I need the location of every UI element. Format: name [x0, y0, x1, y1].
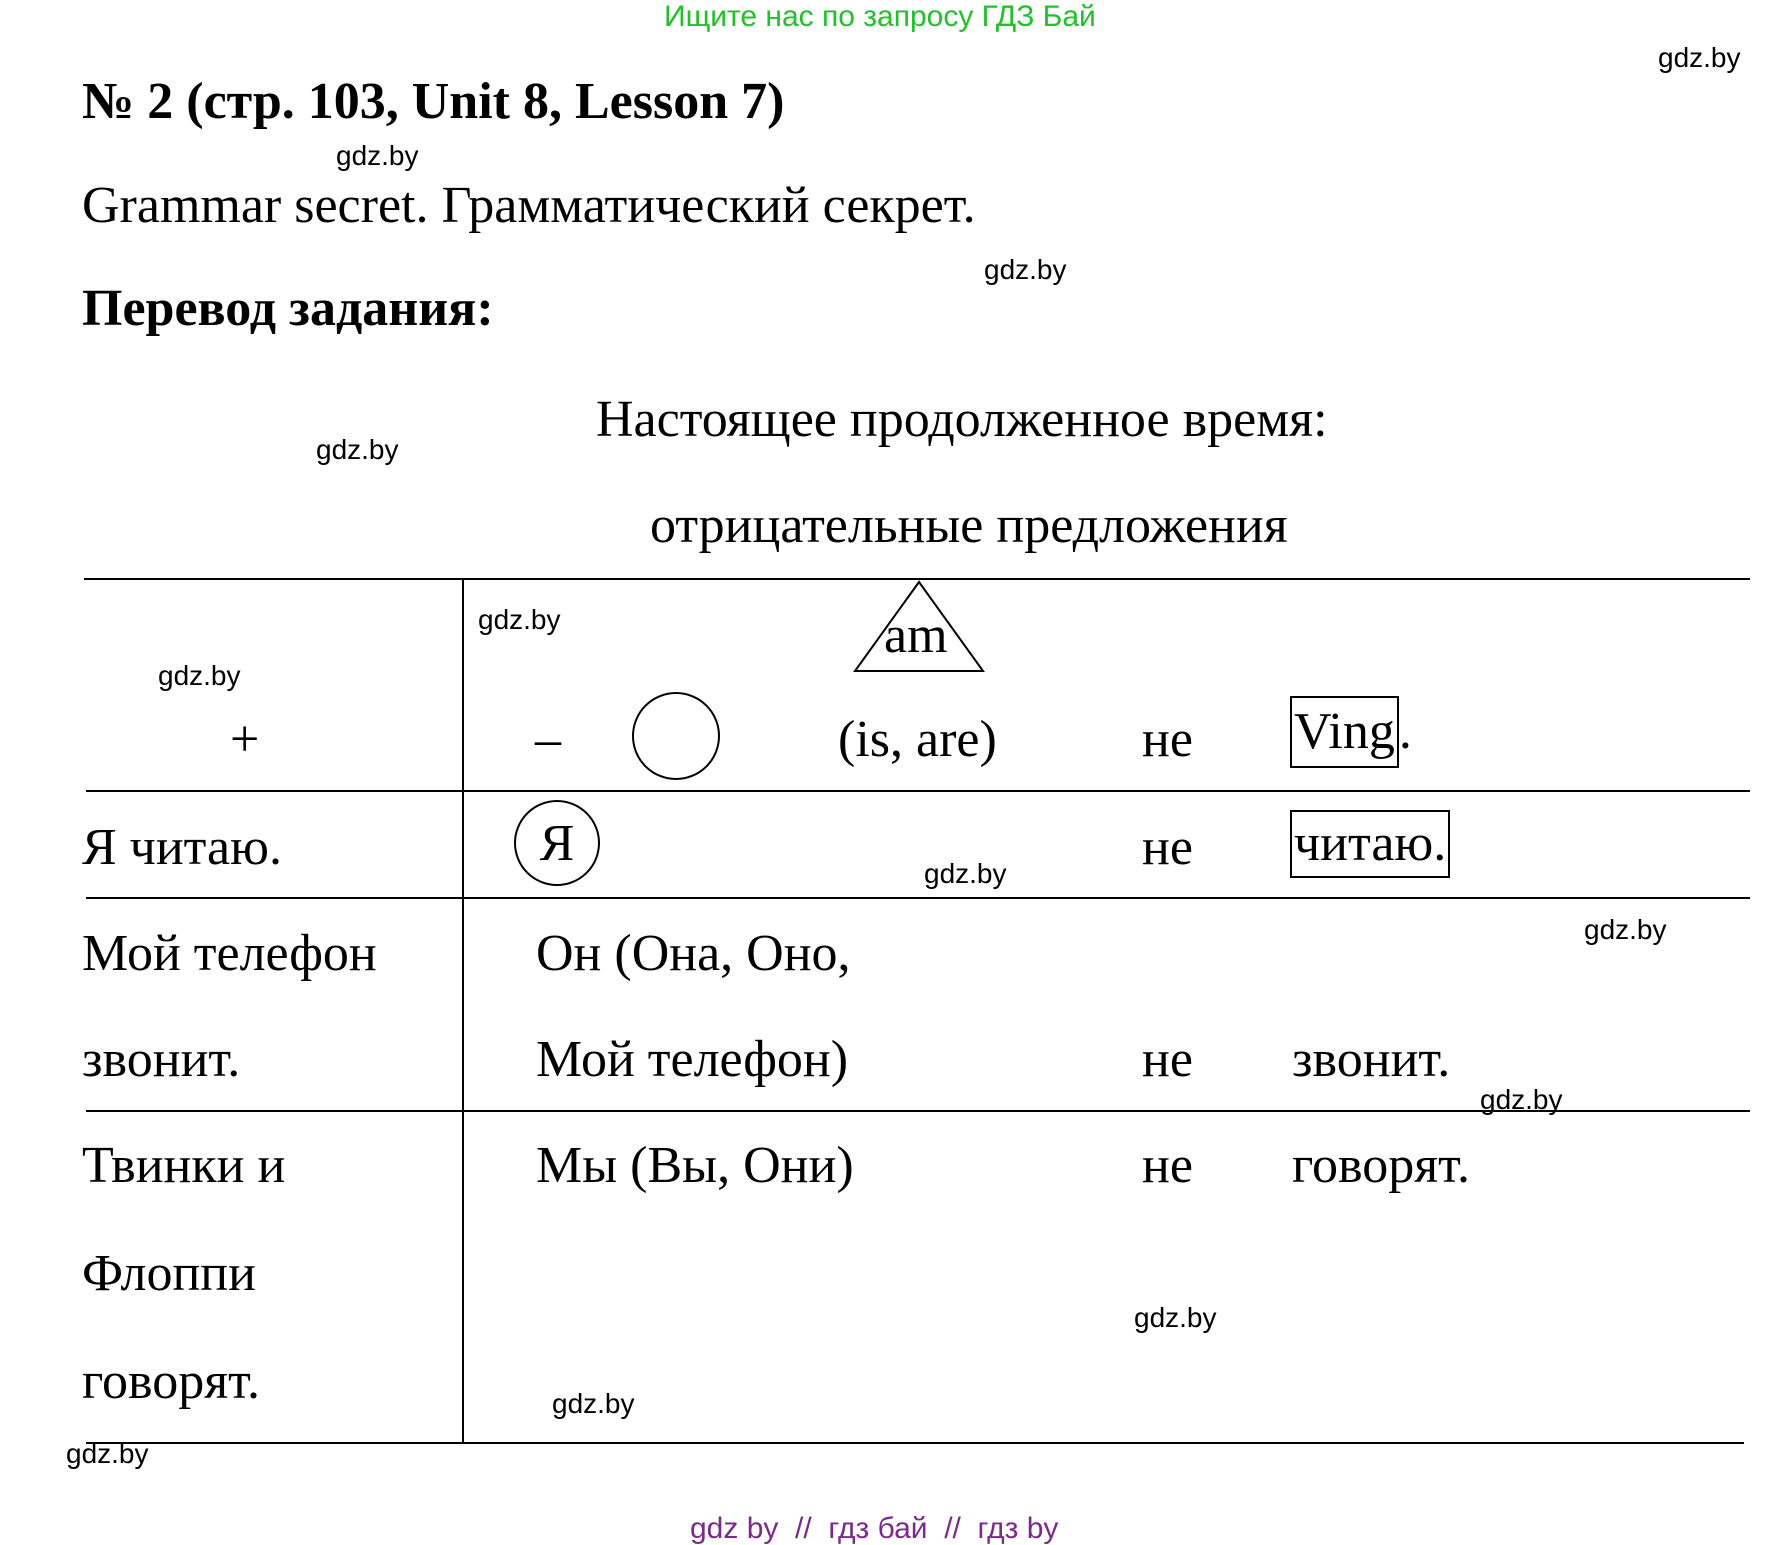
watermark: gdz.by	[66, 1438, 149, 1469]
row-3-ne: не	[1142, 1137, 1193, 1194]
watermark: gdz.by	[336, 140, 419, 171]
is-are-label: (is, are)	[838, 711, 997, 768]
row-2-subject-line-2: Мой телефон)	[536, 1031, 849, 1088]
watermark: gdz.by	[316, 434, 399, 465]
table-column-divider	[462, 578, 464, 1444]
watermark: gdz.by	[1480, 1084, 1563, 1115]
row-3-verb: говорят.	[1292, 1137, 1470, 1194]
footer-links: gdz by // гдз бай // гдз by	[690, 1512, 1059, 1545]
table-rule	[86, 1442, 1744, 1444]
row-1-subject-circle: Я	[514, 800, 600, 886]
row-2-verb: звонит.	[1292, 1031, 1451, 1088]
caption-line-2: отрицательные предложения	[650, 497, 1288, 554]
watermark: gdz.by	[478, 604, 561, 635]
caption-line-1: Настоящее продолженное время:	[596, 391, 1328, 448]
row-3-left-line-2: Флоппи	[82, 1245, 256, 1302]
row-2-subject-line-1: Он (Она, Оно,	[536, 925, 851, 982]
subtitle: Grammar secret. Грамматический секрет.	[82, 177, 976, 234]
row-2-left-line-1: Мой телефон	[82, 925, 377, 982]
row-1-left: Я читаю.	[82, 819, 282, 876]
ving-dot: .	[1398, 703, 1412, 760]
ne-label: не	[1142, 711, 1193, 768]
watermark: gdz.by	[984, 254, 1067, 285]
am-label: am	[884, 607, 948, 664]
ving-label: Ving	[1290, 696, 1399, 768]
watermark: gdz.by	[1584, 914, 1667, 945]
row-3-subject: Мы (Вы, Они)	[536, 1137, 854, 1194]
row-1-ne: не	[1142, 819, 1193, 876]
watermark: gdz.by	[1134, 1302, 1217, 1333]
row-1-verb-box	[1290, 810, 1450, 878]
watermark: gdz.by	[158, 660, 241, 691]
table-rule	[86, 897, 1750, 899]
minus-symbol: –	[535, 711, 561, 768]
translation-heading: Перевод задания:	[82, 280, 494, 337]
row-2-left-line-2: звонит.	[82, 1031, 241, 1088]
ving-box	[1290, 696, 1412, 768]
watermark: gdz.by	[1658, 42, 1741, 73]
table-rule	[86, 790, 1750, 792]
row-2-ne: не	[1142, 1031, 1193, 1088]
row-3-left-line-1: Твинки и	[82, 1137, 286, 1194]
page-title: № 2 (стр. 103, Unit 8, Lesson 7)	[82, 73, 785, 130]
watermark: gdz.by	[924, 858, 1007, 889]
row-3-left-line-3: говорят.	[82, 1353, 260, 1410]
row-1-verb: читаю.	[1290, 810, 1450, 878]
subject-circle-icon	[632, 692, 720, 780]
top-banner: Ищите нас по запросу ГДЗ Бай	[664, 0, 1096, 33]
plus-symbol: +	[230, 711, 260, 768]
watermark: gdz.by	[552, 1388, 635, 1419]
